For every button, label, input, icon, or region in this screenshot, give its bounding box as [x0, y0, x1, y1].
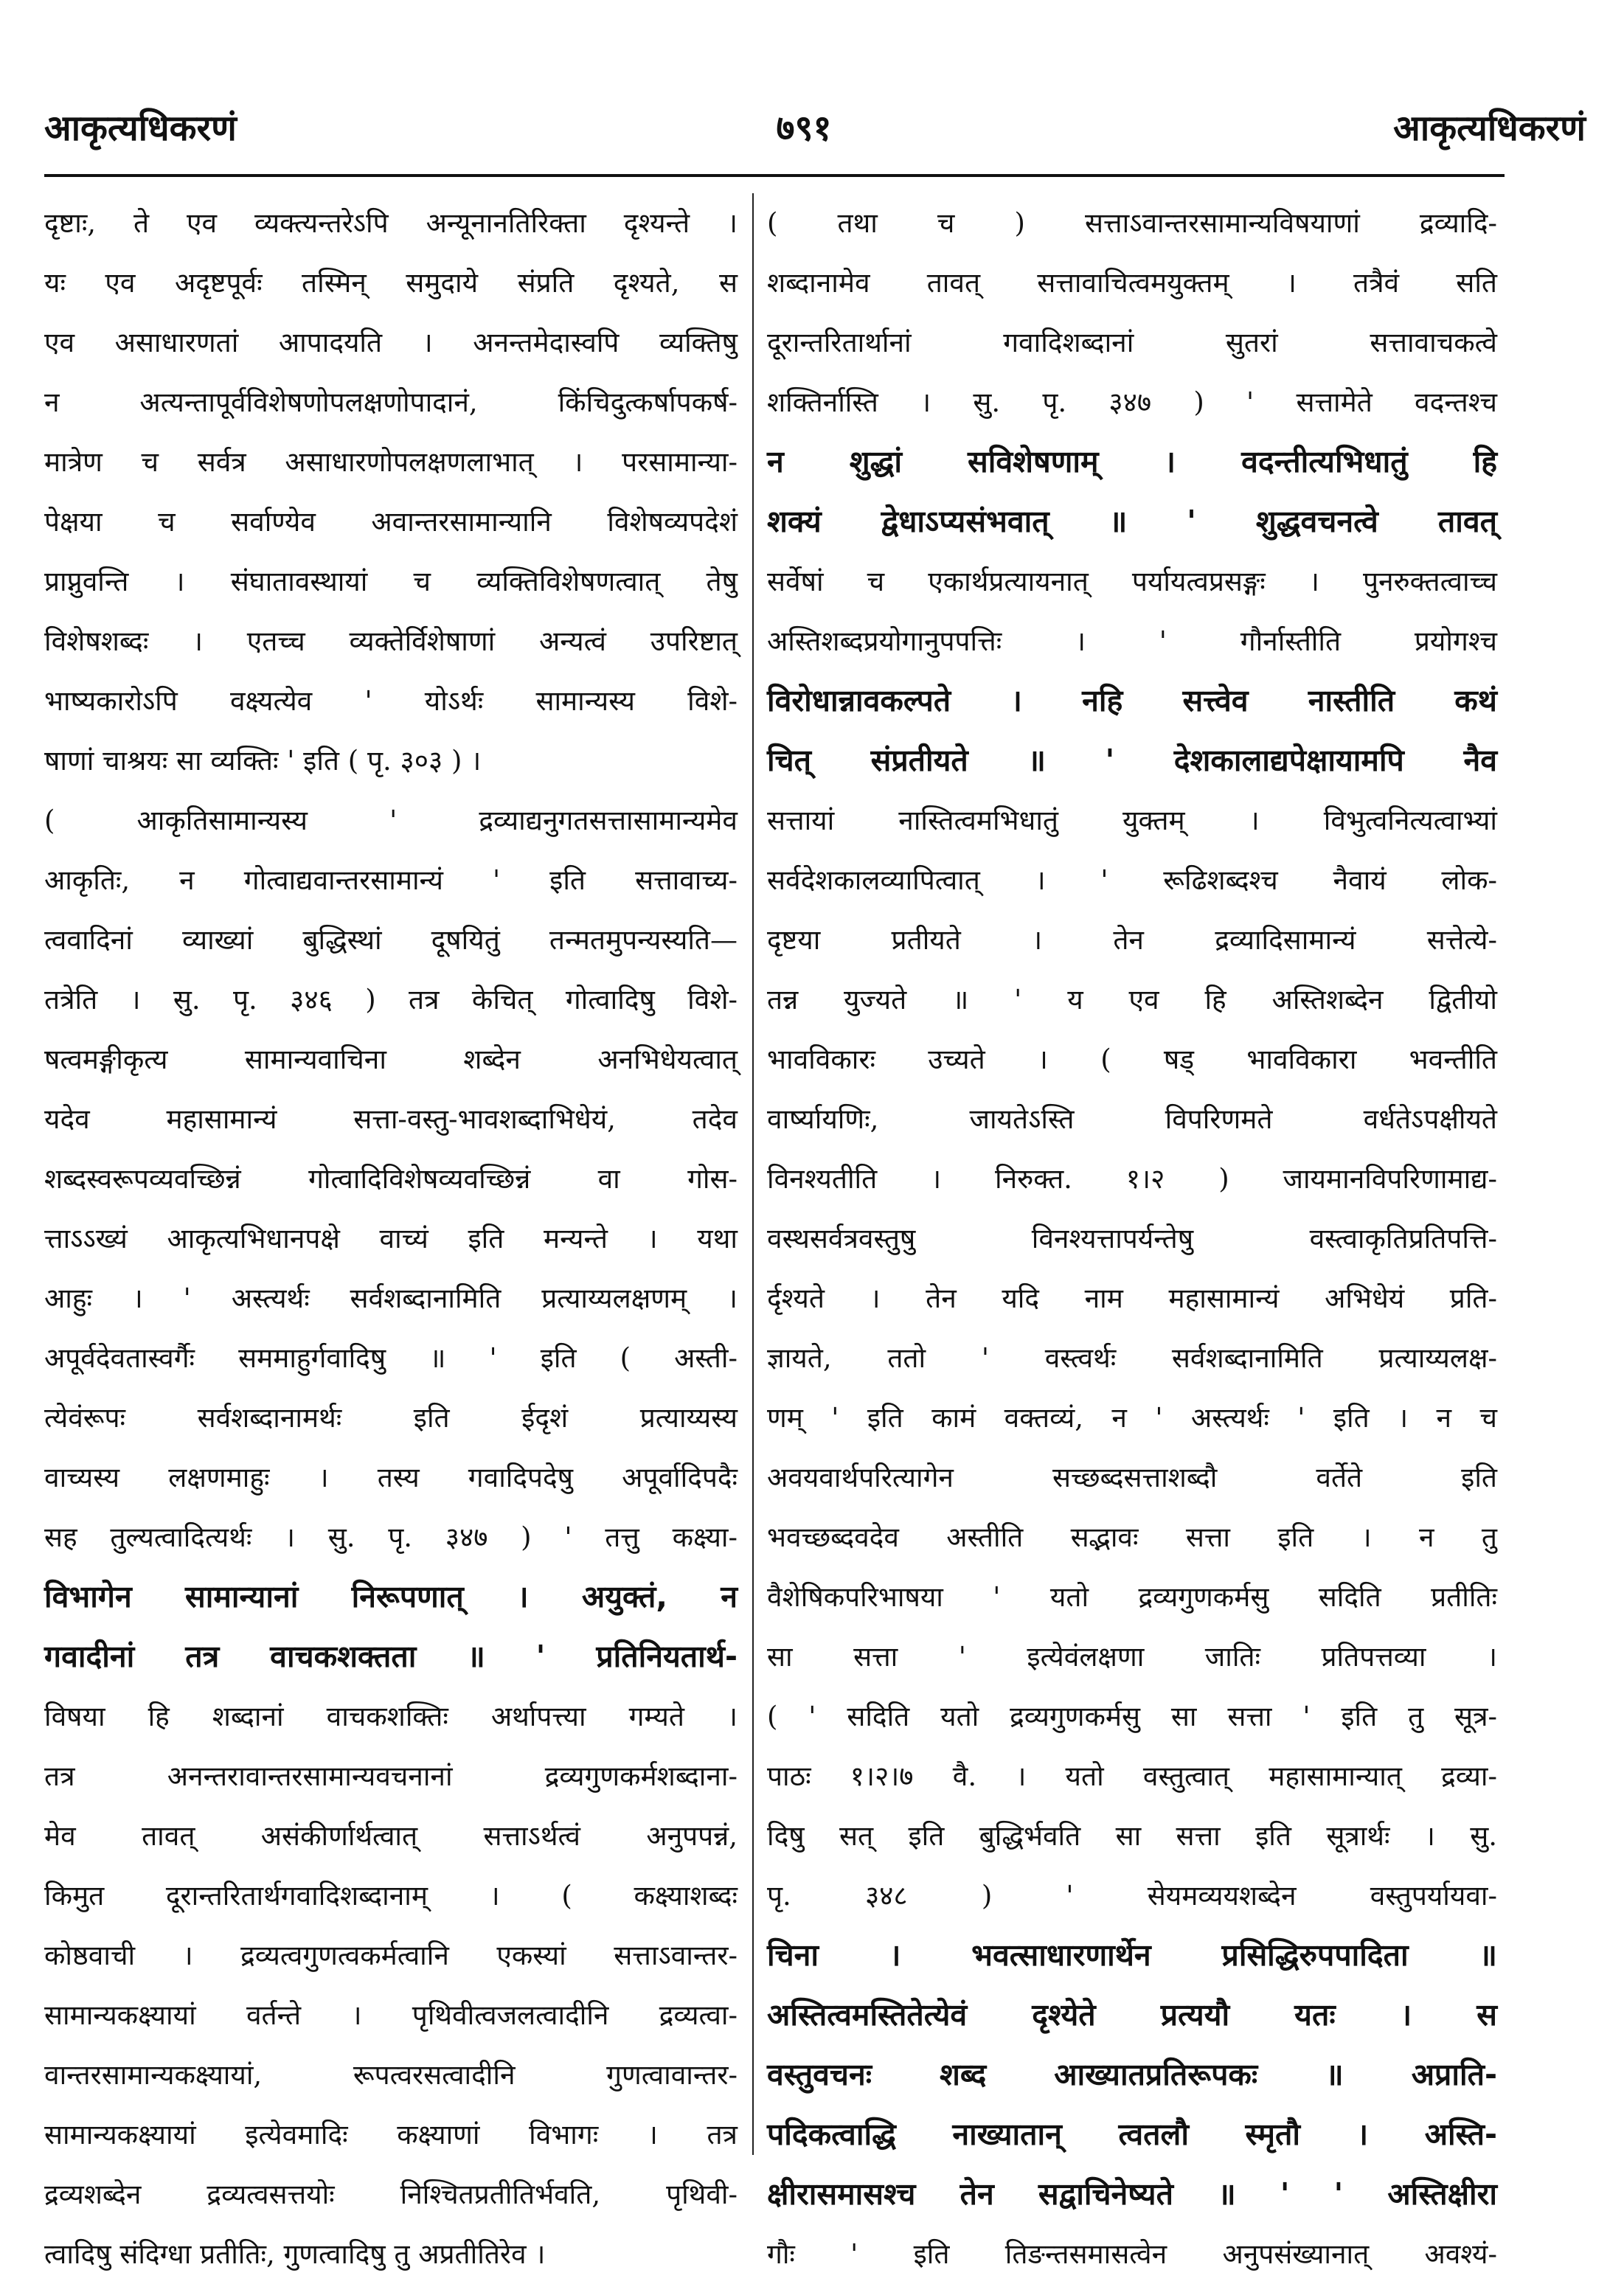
text-line: षाणां चाश्रयः सा व्यक्तिः ' इति ( पृ. ३०३ ) । — [44, 745, 482, 777]
text-line: णम् ' इति कामं वक्तव्यं, न ' अस्त्यर्थः ' इति । न च — [767, 1402, 1497, 1434]
text-line: सामान्यकक्ष्यायां वर्तन्ते । पृथिवीत्वजलत्वादीनि द्रव्यत्वा- — [44, 1999, 738, 2031]
running-title-left: आकृत्यधिकरणं — [44, 108, 237, 149]
text-line: कोष्ठवाची । द्रव्यत्वगुणत्वकर्मत्वानि एकस्यां सत्ताऽवान्तर- — [44, 1940, 738, 1971]
text-line: शब्दानामेव तावत् सत्तावाचित्वमयुक्तम् । तत्रैवं सति — [767, 267, 1497, 299]
text-line: पदिकत्वाद्धि नाख्यातान् त्वतलौ स्मृतौ । अस्ति- — [767, 2117, 1497, 2152]
text-line: प्राप्नुवन्ति । संघातावस्थायां च व्यक्तिविशेषणत्वात् तेषु — [44, 566, 738, 597]
text-line: अपूर्वदेवतास्वर्गैः सममाहुर्गवादिषु ॥ ' इति ( अस्ती- — [44, 1342, 738, 1374]
text-line: क्षीरासमासश्च तेन सद्वाचिनेष्यते ॥ ' ' अस्तिक्षीरा — [767, 2176, 1497, 2212]
text-line: ( तथा च ) सत्ताऽवान्तरसामान्यविषयाणां द्रव्यादि- — [767, 207, 1497, 239]
text-line: सर्वदेशकालव्यापित्वात् । ' रूढिशब्दश्च नैवायं लोक- — [767, 864, 1497, 896]
text-line: वाच्यस्य लक्षणमाहुः । तस्य गवादिपदेषु अपूर्वादिपदैः — [44, 1462, 738, 1493]
text-line: न शुद्धां सविशेषणाम् । वदन्तीत्यभिधातुं हि — [767, 444, 1497, 479]
text-line: विभागेन सामान्यानां निरूपणात् । अयुक्तं, न — [44, 1579, 738, 1614]
text-line: ज्ञायते, ततो ' वस्त्वर्थः सर्वशब्दानामिति प्रत्याय्यलक्ष- — [767, 1342, 1497, 1374]
text-line: वान्तरसामान्यकक्ष्यायां, रूपत्वरसत्वादीनि गुणत्वावान्तर- — [44, 2059, 738, 2091]
text-line: भवच्छब्दवदेव अस्तीति सद्भावः सत्ता इति । न तु — [767, 1521, 1497, 1553]
text-line: एव असाधारणतां आपादयति । अनन्तमेदास्वपि व्यक्तिषु — [44, 327, 738, 358]
header-rule — [44, 174, 1505, 177]
text-line: ( आकृतिसामान्यस्य ' द्रव्याद्यनुगतसत्तासामान्यमेव — [44, 805, 738, 836]
running-title-right: आकृत्यधिकरणं — [1393, 108, 1586, 149]
text-line: विरोधान्नावकल्पते । नहि सत्त्वेव नास्तीति कथं — [767, 683, 1497, 718]
text-line: त्ववादिनां व्याख्यां बुद्धिस्थां दूषयितुं तन्मतमुपन्यस्यति— — [44, 924, 738, 956]
text-line: मात्रेण च सर्वत्र असाधारणोपलक्षणलाभात् । परसामान्या- — [44, 446, 738, 478]
text-line: अस्तित्वमस्तितेत्येवं दृश्येते प्रत्ययौ यतः । स — [767, 1997, 1497, 2033]
text-line: त्ताऽऽख्यं आकृत्यभिधानपक्षे वाच्यं इति मन्यन्ते । यथा — [44, 1223, 738, 1254]
text-line: तन्न युज्यते ॥ ' य एव हि अस्तिशब्देन द्वितीयो — [767, 984, 1497, 1016]
text-line: शक्तिर्नास्ति । सु. पृ. ३४७ ) ' सत्तामेते वदन्तश्च — [767, 386, 1497, 418]
text-line: वैशेषिकपरिभाषया ' यतो द्रव्यगुणकर्मसु सदिति प्रतीतिः — [767, 1581, 1497, 1613]
text-line: आकृतिः, न गोत्वाद्यवान्तरसामान्यं ' इति सत्तावाच्य- — [44, 864, 738, 896]
text-line: भाष्यकारोऽपि वक्ष्यत्येव ' योऽर्थः सामान्यस्य विशे- — [44, 685, 738, 717]
text-line: यः एव अदृष्टपूर्वः तस्मिन् समुदाये संप्रति दृश्यते, स — [44, 267, 738, 299]
text-line: र्दृश्यते । तेन यदि नाम महासामान्यं अभिधेयं प्रति- — [767, 1282, 1497, 1314]
text-line: विनश्यतीति । निरुक्त. १।२ ) जायमानविपरिणामाद्य- — [767, 1163, 1497, 1195]
text-line: गौः ' इति तिङन्तसमासत्वेन अनुपसंख्यानात् अवश्यं- — [767, 2238, 1497, 2270]
right-column — [767, 193, 1497, 2270]
text-line: अस्तिशब्दप्रयोगानुपपत्तिः । ' गौर्नास्तीति प्रयोगश्च — [767, 625, 1497, 657]
text-line: दूरान्तरितार्थानां गवादिशब्दानां सुतरां सत्तावाचकत्वे — [767, 327, 1497, 358]
text-line: भावविकारः उच्यते । ( षड् भावविकारा भवन्तीति — [767, 1044, 1497, 1075]
text-line: विषया हि शब्दानां वाचकशक्तिः अर्थापत्त्या गम्यते । — [44, 1701, 738, 1732]
text-line: न अत्यन्तापूर्वविशेषणोपलक्षणोपादानं, किंचिदुत्कर्षापकर्ष- — [44, 386, 738, 418]
text-line: ( ' सदिति यतो द्रव्यगुणकर्मसु सा सत्ता ' इति तु सूत्र- — [767, 1701, 1497, 1732]
text-line: तत्रेति । सु. पृ. ३४६ ) तत्र केचित् गोत्वादिषु विशे- — [44, 984, 738, 1016]
text-line: दृष्टया प्रतीयते । तेन द्रव्यादिसामान्यं सत्तेत्ये- — [767, 924, 1497, 956]
text-line: शक्यं द्वेधाऽप्यसंभवात् ॥ ' शुद्धवचनत्वे तावत् — [767, 504, 1497, 539]
text-line: वार्ष्यायणिः, जायतेऽस्ति विपरिणमते वर्धतेऽपक्षीयते — [767, 1103, 1497, 1135]
text-line: यदेव महासामान्यं सत्ता-वस्तु-भावशब्दाभिधेयं, तदेव — [44, 1103, 738, 1135]
text-line: गवादीनां तत्र वाचकशक्तता ॥ ' प्रतिनियतार्थ- — [44, 1639, 738, 1674]
text-line: सा सत्ता ' इत्येवंलक्षणा जातिः प्रतिपत्तव्या । — [767, 1641, 1497, 1673]
left-column — [44, 193, 738, 2270]
text-line: सर्वेषां च एकार्थप्रत्यायनात् पर्यायत्वप्रसङ्गः । पुनरुक्तत्वाच्च — [767, 566, 1497, 597]
text-line: दिषु सत् इति बुद्धिर्भवति सा सत्ता इति सूत्रार्थः । सु. — [767, 1820, 1497, 1852]
text-line: पाठः १।२।७ वै. । यतो वस्तुत्वात् महासामान्यात् द्रव्या- — [767, 1760, 1497, 1792]
text-line: त्वादिषु संदिग्धा प्रतीतिः, गुणत्वादिषु तु अप्रतीतिरेव । — [44, 2238, 546, 2270]
text-line: विशेषशब्दः । एतच्च व्यक्तेर्विशेषाणां अन्यत्वं उपरिष्टात् — [44, 625, 738, 657]
text-line: मेव तावत् असंकीर्णार्थत्वात् सत्ताऽर्थत्वं अनुपपन्नं, — [44, 1820, 738, 1852]
text-line: सह तुल्यत्वादित्यर्थः । सु. पृ. ३४७ ) ' तत्तु कक्ष्या- — [44, 1521, 738, 1553]
text-line: द्रव्यशब्देन द्रव्यत्वसत्तयोः निश्चितप्रतीतिर्भवति, पृथिवी- — [44, 2179, 738, 2210]
text-line: वस्तुवचनः शब्द आख्यातप्रतिरूपकः ॥ अप्राति- — [767, 2057, 1497, 2092]
text-line: वस्थसर्वत्रवस्तुषु विनश्यत्तापर्यन्तेषु वस्त्वाकृतिप्रतिपत्ति- — [767, 1223, 1497, 1254]
text-line: त्येवंरूपः सर्वशब्दानामर्थः इति ईदृशं प्रत्याय्यस्य — [44, 1402, 738, 1434]
text-line: सत्तायां नास्तित्वमभिधातुं युक्तम् । विभुत्वनित्यत्वाभ्यां — [767, 805, 1497, 836]
column-divider — [752, 193, 754, 2155]
text-line: पृ. ३४८ ) ' सेयमव्ययशब्देन वस्तुपर्यायवा- — [767, 1880, 1497, 1912]
running-head — [44, 103, 1586, 162]
text-line: चित् संप्रतीयते ॥ ' देशकालाद्यपेक्षायामपि नैव — [767, 743, 1497, 778]
text-line: तत्र अनन्तरावान्तरसामान्यवचनानां द्रव्यगुणकर्मशब्दाना- — [44, 1760, 738, 1792]
text-line: चिना । भवत्साधारणार्थेन प्रसिद्धिरुपपादिता ॥ — [767, 1937, 1497, 1973]
text-line: षत्वमङ्गीकृत्य सामान्यवाचिना शब्देन अनभिधेयत्वात् — [44, 1044, 738, 1075]
page-number: ७९१ — [776, 108, 832, 149]
text-line: शब्दस्वरूपव्यवच्छिन्नं गोत्वादिविशेषव्यवच्छिन्नं वा गोस- — [44, 1163, 738, 1195]
text-line: दृष्टाः, ते एव व्यक्त्यन्तरेऽपि अन्यूनानतिरिक्ता दृश्यन्ते । — [44, 207, 738, 239]
text-line: पेक्षया च सर्वाण्येव अवान्तरसामान्यानि विशेषव्यपदेशं — [44, 506, 738, 538]
text-line: अवयवार्थपरित्यागेन सच्छब्दसत्ताशब्दौ वर्तेते इति — [767, 1462, 1497, 1493]
text-line: आहुः । ' अस्त्यर्थः सर्वशब्दानामिति प्रत्याय्यलक्षणम् । — [44, 1282, 738, 1314]
text-line: किमुत दूरान्तरितार्थगवादिशब्दानाम् । ( कक्ष्याशब्दः — [44, 1880, 738, 1912]
text-line: सामान्यकक्ष्यायां इत्येवमादिः कक्ष्याणां विभागः । तत्र — [44, 2119, 738, 2151]
